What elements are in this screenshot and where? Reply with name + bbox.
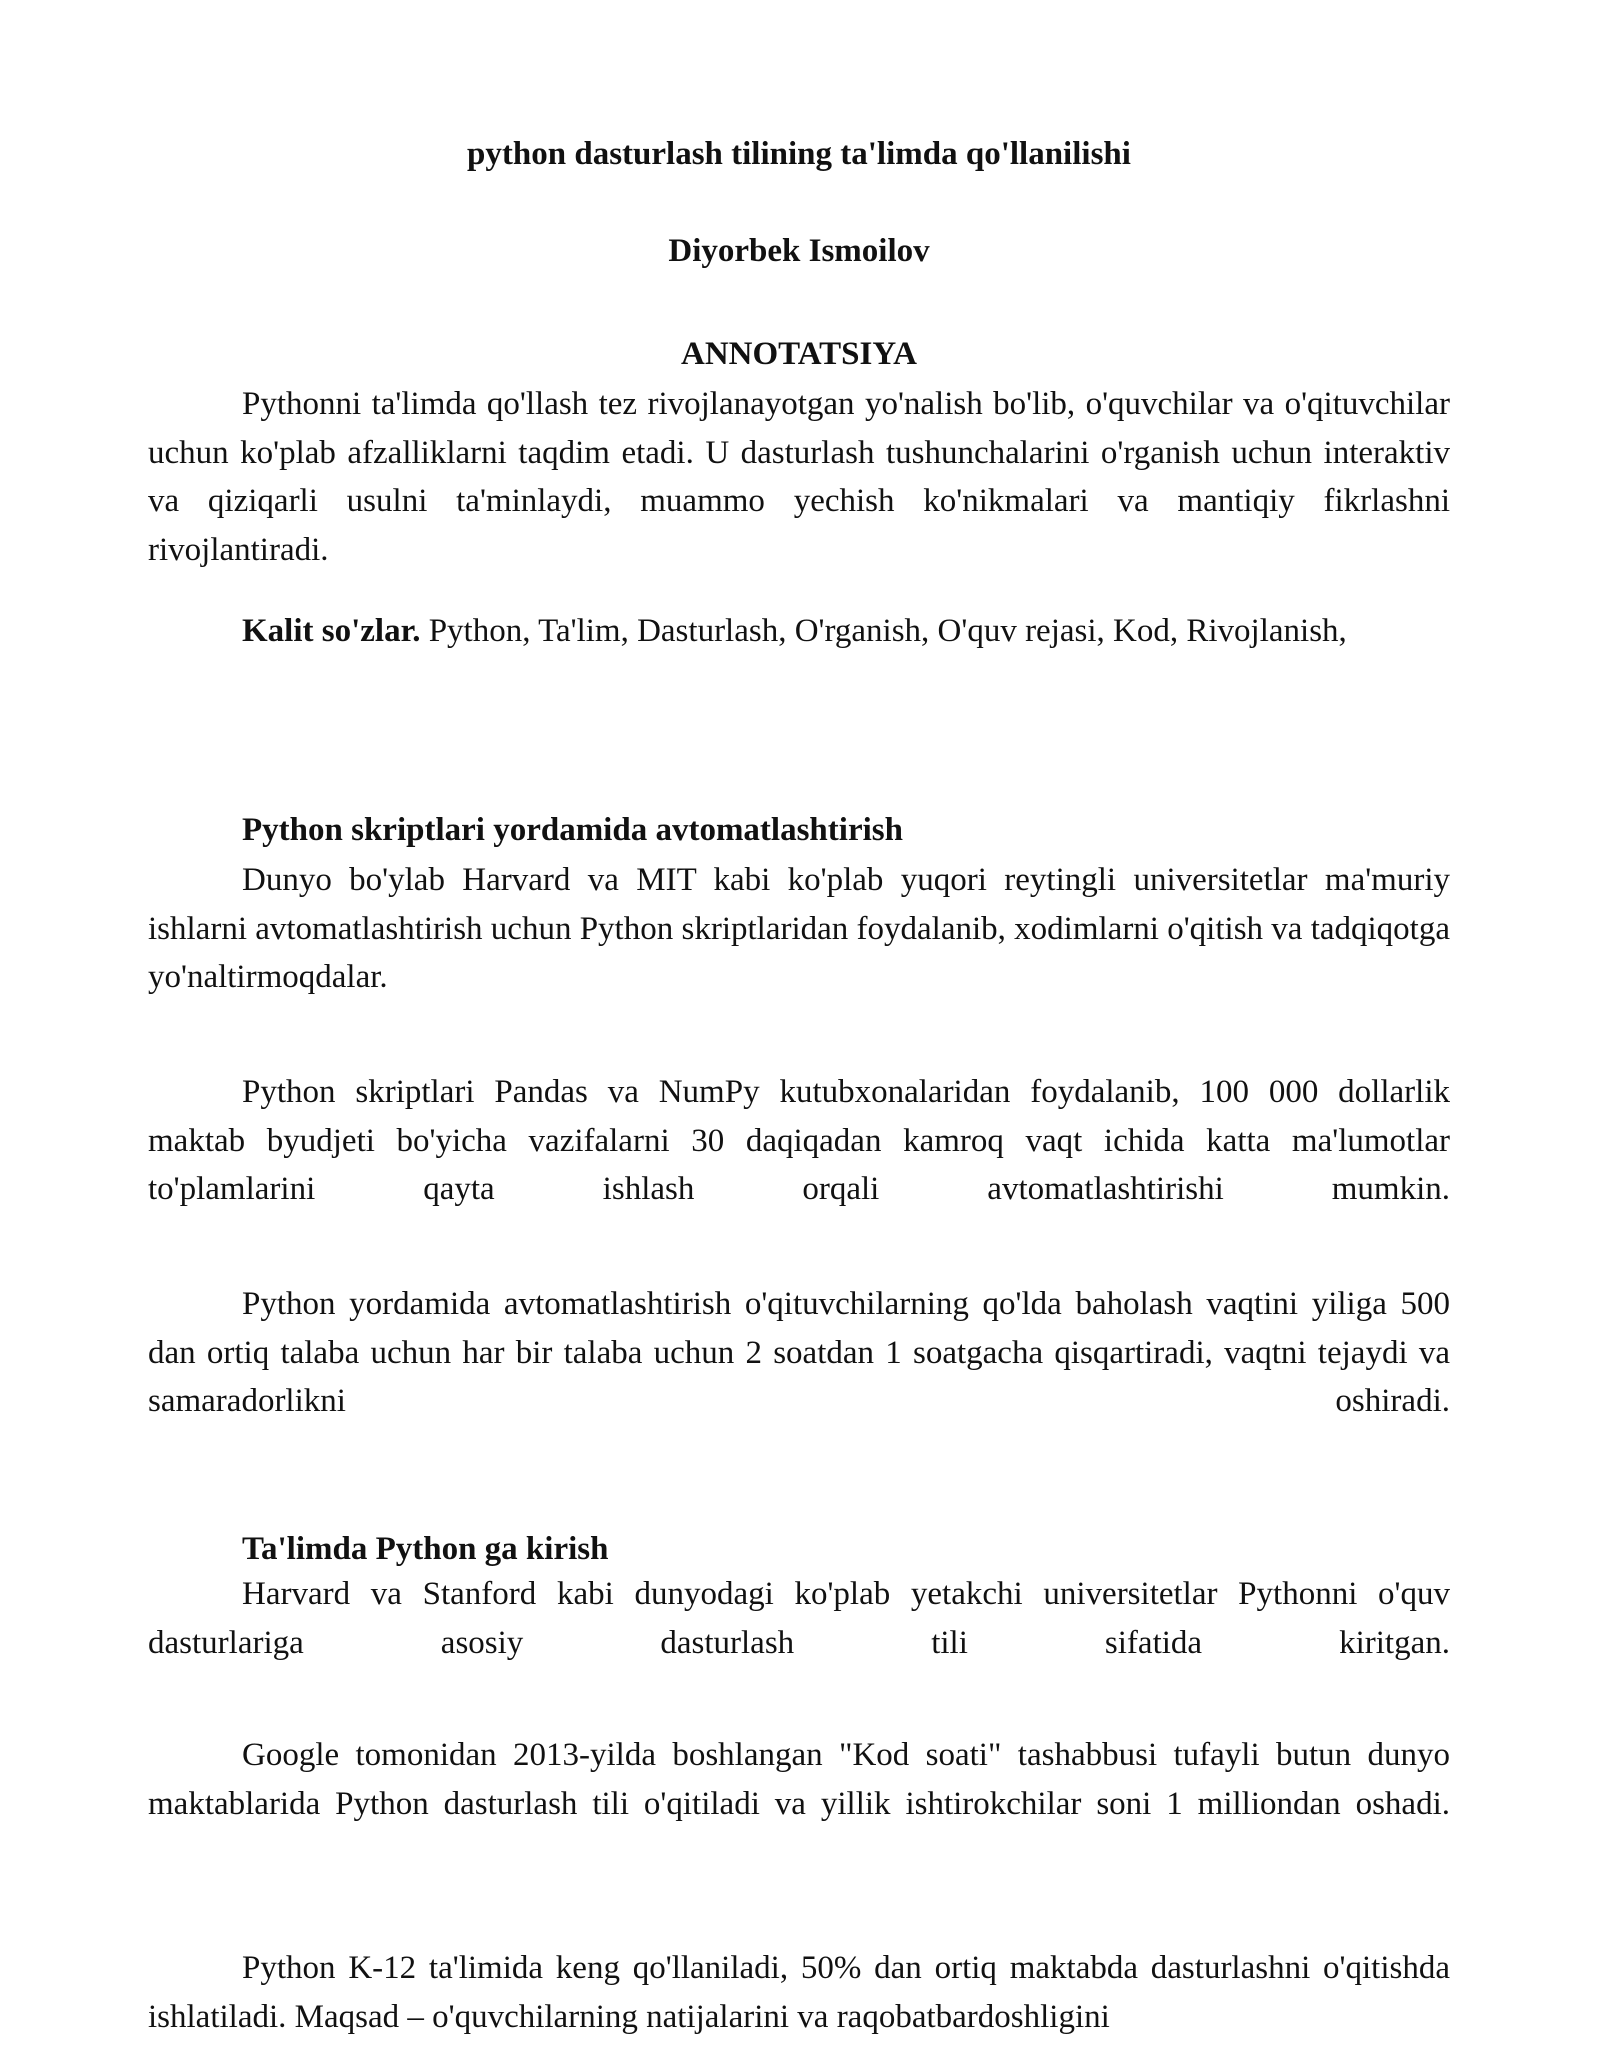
paragraph: Python skriptlari Pandas va NumPy kutubxonalaridan foydalanib, 100 000 dollarlik maktab byudjeti bo'yicha vazifalarni 30 daqiqadan kamroq vaqt ichida katta ma'lumotlar to'plamlarini qayta ishlash orqali avtomatlashtirishi mumkin. <box>148 1074 1450 1207</box>
paragraph: Harvard va Stanford kabi dunyodagi ko'plab yetakchi universitetlar Pythonni o'quv dasturlariga asosiy dasturlash tili sifatida kiritgan. <box>148 1576 1450 1661</box>
paragraph: Dunyo bo'ylab Harvard va MIT kabi ko'plab yuqori reytingli universitetlar ma'muriy ishlarni avtomatlashtirish uchun Python skriptlaridan foydalanib, xodimlarni o'qitish va tadqiqotga yo'naltirmoqdalar. <box>148 862 1450 995</box>
section-heading-automation: Python skriptlari yordamida avtomatlashtirish <box>242 812 903 848</box>
annotation-text: Pythonni ta'limda qo'llash tez rivojlanayotgan yo'nalish bo'lib, o'quvchilar va o'qituvchilar uchun ko'plab afzalliklarni taqdim etadi. U dasturlash tushunchalarini o'rganish uchun interaktiv va qiziqarli usulni ta'minlaydi, muammo yechish ko'nikmalari va mantiqiy fikrlashni rivojlantiradi. <box>148 386 1450 568</box>
keywords-label: Kalit so'zlar. <box>242 613 421 649</box>
section-heading-introduction: Ta'limda Python ga kirish <box>242 1531 609 1567</box>
paragraph: Python K-12 ta'limida keng qo'llaniladi, 50% dan ortiq maktabda dasturlashni o'qitishda ishlatiladi. Maqsad – o'quvchilarning natijalarini va raqobatbardoshligini <box>148 1950 1450 2035</box>
paragraph: Google tomonidan 2013-yilda boshlangan "Kod soati" tashabbusi tufayli butun dunyo maktablarida Python dasturlash tili o'qitiladi va yillik ishtirokchilar soni 1 milliondan oshadi. <box>148 1737 1450 1822</box>
document-title: python dasturlash tilining ta'limda qo'llanilishi <box>467 136 1131 172</box>
keywords-paragraph <box>148 607 1450 656</box>
author-name: Diyorbek Ismoilov <box>668 233 930 269</box>
annotation-heading: ANNOTATSIYA <box>681 336 917 372</box>
keywords-text: Python, Ta'lim, Dasturlash, O'rganish, O'quv rejasi, Kod, Rivojlanish, <box>420 613 1347 649</box>
paragraph: Python yordamida avtomatlashtirish o'qituvchilarning qo'lda baholash vaqtini yiliga 500 dan ortiq talaba uchun har bir talaba uchun 2 soatdan 1 soatgacha qisqartiradi, vaqtni tejaydi va samaradorlikni oshiradi. <box>148 1286 1450 1419</box>
